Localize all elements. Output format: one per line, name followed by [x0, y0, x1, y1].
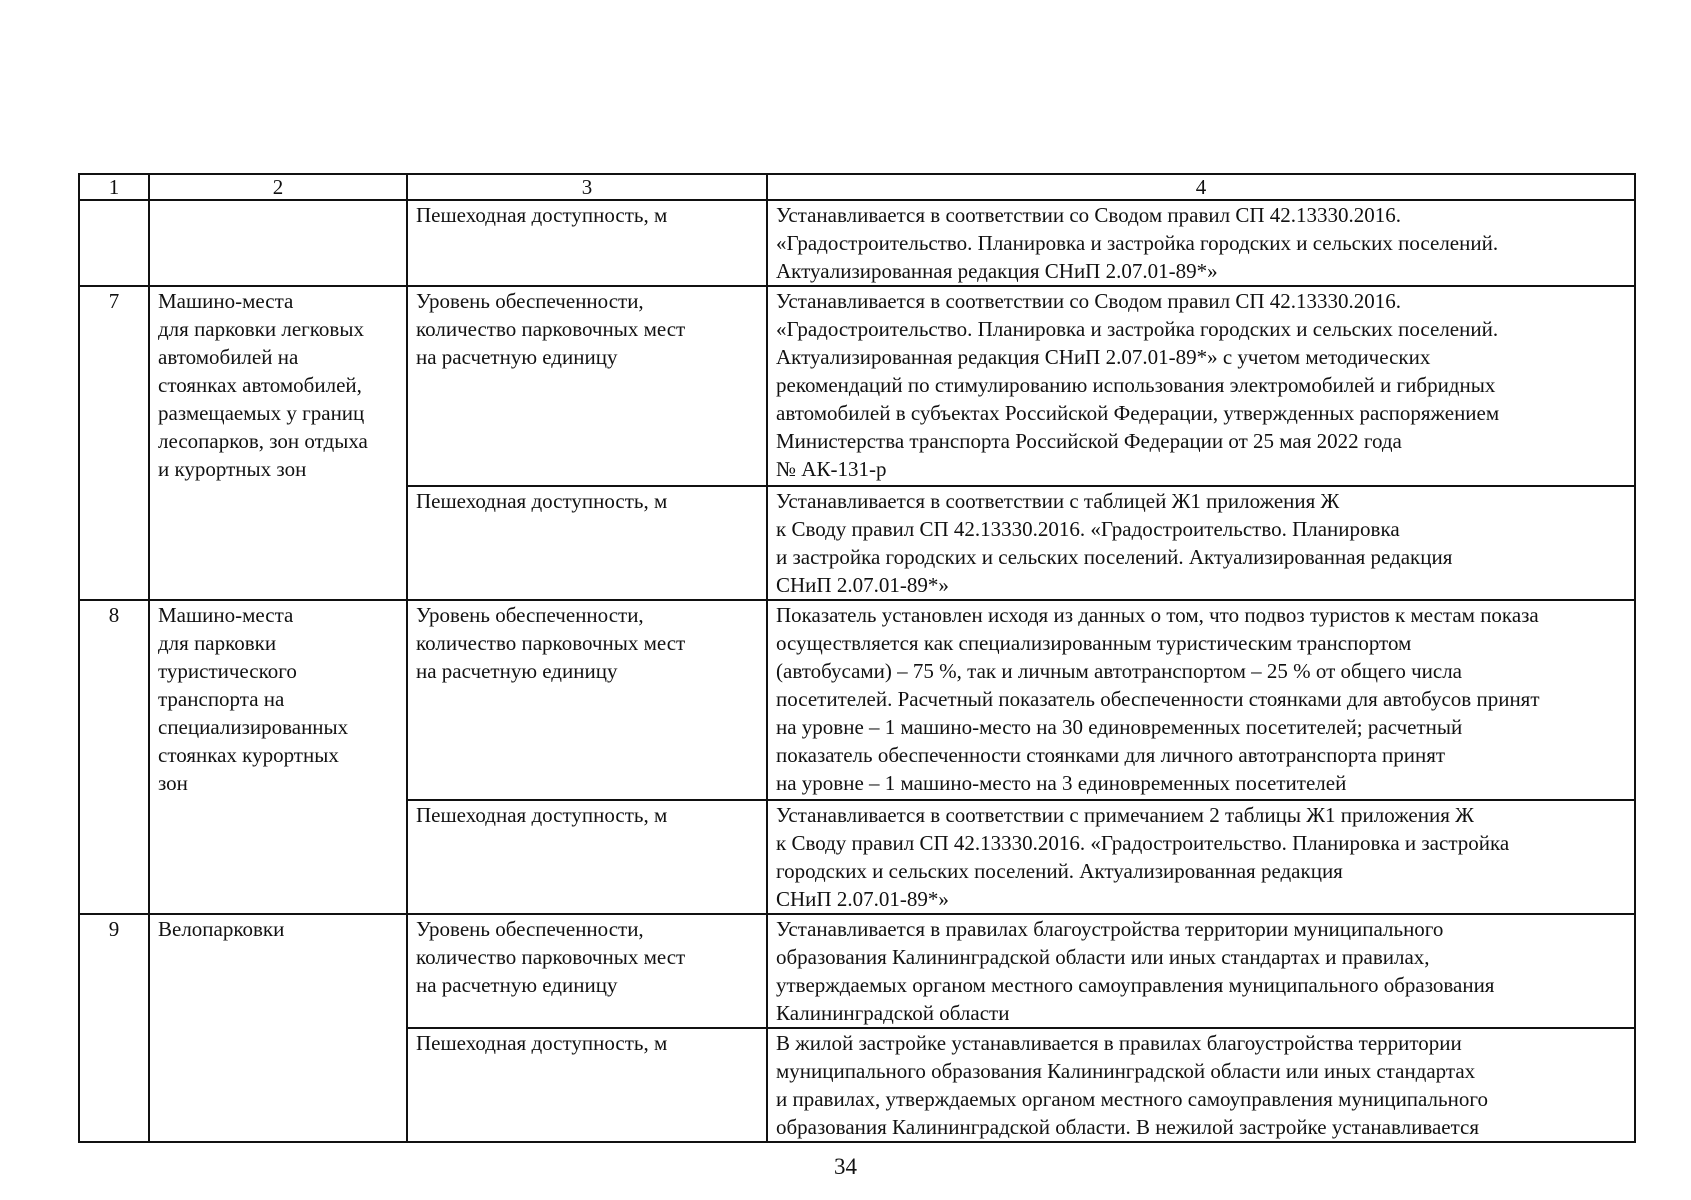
parameter-cell	[407, 286, 767, 486]
value-line: Устанавливается в соответствии со Сводом правил СП 42.13330.2016.	[776, 203, 1402, 227]
value-line: осуществляется как специализированным туристическим транспортом	[776, 631, 1412, 655]
value-line: посетителей. Расчетный показатель обеспеченности стоянками для автобусов принят	[776, 687, 1540, 711]
row-name-line: специализированных	[158, 715, 349, 739]
value-line: муниципального образования Калининградской области или иных стандартах	[776, 1059, 1476, 1083]
row-name-line: зон	[158, 771, 188, 795]
parameter-line: Уровень обеспеченности,	[416, 289, 644, 313]
value-line: на уровне – 1 машино-место на 3 единовременных посетителей	[776, 771, 1347, 795]
table-row	[79, 600, 1635, 800]
page-number: 34	[834, 1154, 857, 1179]
row-name-cell	[149, 200, 407, 286]
value-line: СНиП 2.07.01-89*»	[776, 573, 949, 597]
parameter-line: на расчетную единицу	[416, 973, 618, 997]
regulation-table	[78, 173, 1636, 1143]
value-line: на уровне – 1 машино-место на 30 единовременных посетителей; расчетный	[776, 715, 1463, 739]
row-name-line: размещаемых у границ	[158, 401, 365, 425]
parameter-cell	[407, 486, 767, 600]
row-name-line: Велопарковки	[158, 917, 285, 941]
row-name-line: стоянках курортных	[158, 743, 339, 767]
parameter-cell	[407, 800, 767, 914]
value-line: В жилой застройке устанавливается в правилах благоустройства территории	[776, 1031, 1462, 1055]
value-line: к Своду правил СП 42.13330.2016. «Градостроительство. Планировка	[776, 517, 1400, 541]
value-line: Устанавливается в соответствии с таблицей Ж1 приложения Ж	[776, 489, 1340, 513]
value-line: утверждаемых органом местного самоуправления муниципального образования	[776, 973, 1495, 997]
value-cell	[767, 286, 1635, 486]
row-number-cell	[79, 200, 149, 286]
row-name-line: лесопарков, зон отдыха	[158, 429, 368, 453]
parameter-cell	[407, 200, 767, 286]
row-name-line: автомобилей на	[158, 345, 299, 369]
row-name-cell	[149, 600, 407, 914]
value-line: городских и сельских поселений. Актуализированная редакция	[776, 859, 1343, 883]
value-line: Устанавливается в соответствии с примечанием 2 таблицы Ж1 приложения Ж	[776, 803, 1474, 827]
parameter-line: количество парковочных мест	[416, 945, 686, 969]
value-line: «Градостроительство. Планировка и застройка городских и сельских поселений.	[776, 317, 1499, 341]
parameter-cell	[407, 914, 767, 1028]
value-line: Актуализированная редакция СНиП 2.07.01-89*» с учетом методических	[776, 345, 1431, 369]
value-line: Устанавливается в правилах благоустройства территории муниципального	[776, 917, 1444, 941]
row-name-line: и курортных зон	[158, 457, 307, 481]
value-line: Калининградской области	[776, 1001, 1010, 1025]
row-name-line: стоянках автомобилей,	[158, 373, 362, 397]
row-name-line: туристического	[158, 659, 297, 683]
value-line: автомобилей в субъектах Российской Федерации, утвержденных распоряжением	[776, 401, 1500, 425]
table-row	[79, 200, 1635, 286]
column-header-1: 1	[79, 174, 149, 200]
row-name-line: Машино-места	[158, 603, 294, 627]
parameter-line: Уровень обеспеченности,	[416, 603, 644, 627]
parameter-cell	[407, 1028, 767, 1142]
value-line: показатель обеспеченности стоянками для личного автотранспорта принят	[776, 743, 1446, 767]
column-header-2: 2	[149, 174, 407, 200]
parameter-label: Пешеходная доступность, м	[416, 203, 668, 227]
row-name-cell	[149, 914, 407, 1142]
table-header-row	[79, 174, 1635, 200]
row-name-cell	[149, 286, 407, 600]
parameter-label: Пешеходная доступность, м	[416, 803, 668, 827]
value-line: к Своду правил СП 42.13330.2016. «Градостроительство. Планировка и застройка	[776, 831, 1510, 855]
value-line: рекомендаций по стимулированию использования электромобилей и гибридных	[776, 373, 1496, 397]
value-line: № АК-131-р	[776, 457, 887, 481]
row-name-line: Машино-места	[158, 289, 294, 313]
value-line: образования Калининградской области или иных стандартах и правилах,	[776, 945, 1430, 969]
parameter-line: количество парковочных мест	[416, 317, 686, 341]
parameter-cell	[407, 600, 767, 800]
row-number-cell: 7	[79, 286, 149, 600]
value-line: СНиП 2.07.01-89*»	[776, 887, 949, 911]
value-cell	[767, 1028, 1635, 1142]
value-line: образования Калининградской области. В нежилой застройке устанавливается	[776, 1115, 1480, 1139]
parameter-line: на расчетную единицу	[416, 659, 618, 683]
value-line: Министерства транспорта Российской Федерации от 25 мая 2022 года	[776, 429, 1402, 453]
column-header-3: 3	[407, 174, 767, 200]
value-cell	[767, 486, 1635, 600]
value-line: «Градостроительство. Планировка и застройка городских и сельских поселений.	[776, 231, 1499, 255]
parameter-label: Пешеходная доступность, м	[416, 489, 668, 513]
parameter-label: Пешеходная доступность, м	[416, 1031, 668, 1055]
row-name-line: транспорта на	[158, 687, 285, 711]
value-line: и правилах, утверждаемых органом местного самоуправления муниципального	[776, 1087, 1488, 1111]
value-line: Показатель установлен исходя из данных о том, что подвоз туристов к местам показа	[776, 603, 1539, 627]
value-cell	[767, 914, 1635, 1028]
value-cell	[767, 600, 1635, 800]
parameter-line: на расчетную единицу	[416, 345, 618, 369]
table-row	[79, 286, 1635, 486]
value-line: и застройка городских и сельских поселений. Актуализированная редакция	[776, 545, 1453, 569]
row-number-cell: 8	[79, 600, 149, 914]
row-number-cell: 9	[79, 914, 149, 1142]
parameter-line: количество парковочных мест	[416, 631, 686, 655]
value-line: Устанавливается в соответствии со Сводом правил СП 42.13330.2016.	[776, 289, 1402, 313]
value-line: (автобусами) – 75 %, так и личным автотранспортом – 25 % от общего числа	[776, 659, 1462, 683]
row-name-line: для парковки легковых	[158, 317, 364, 341]
value-cell	[767, 200, 1635, 286]
parameter-line: Уровень обеспеченности,	[416, 917, 644, 941]
row-name-line: для парковки	[158, 631, 277, 655]
value-cell	[767, 800, 1635, 914]
column-header-4: 4	[767, 174, 1635, 200]
table-row	[79, 914, 1635, 1028]
value-line: Актуализированная редакция СНиП 2.07.01-89*»	[776, 259, 1218, 283]
